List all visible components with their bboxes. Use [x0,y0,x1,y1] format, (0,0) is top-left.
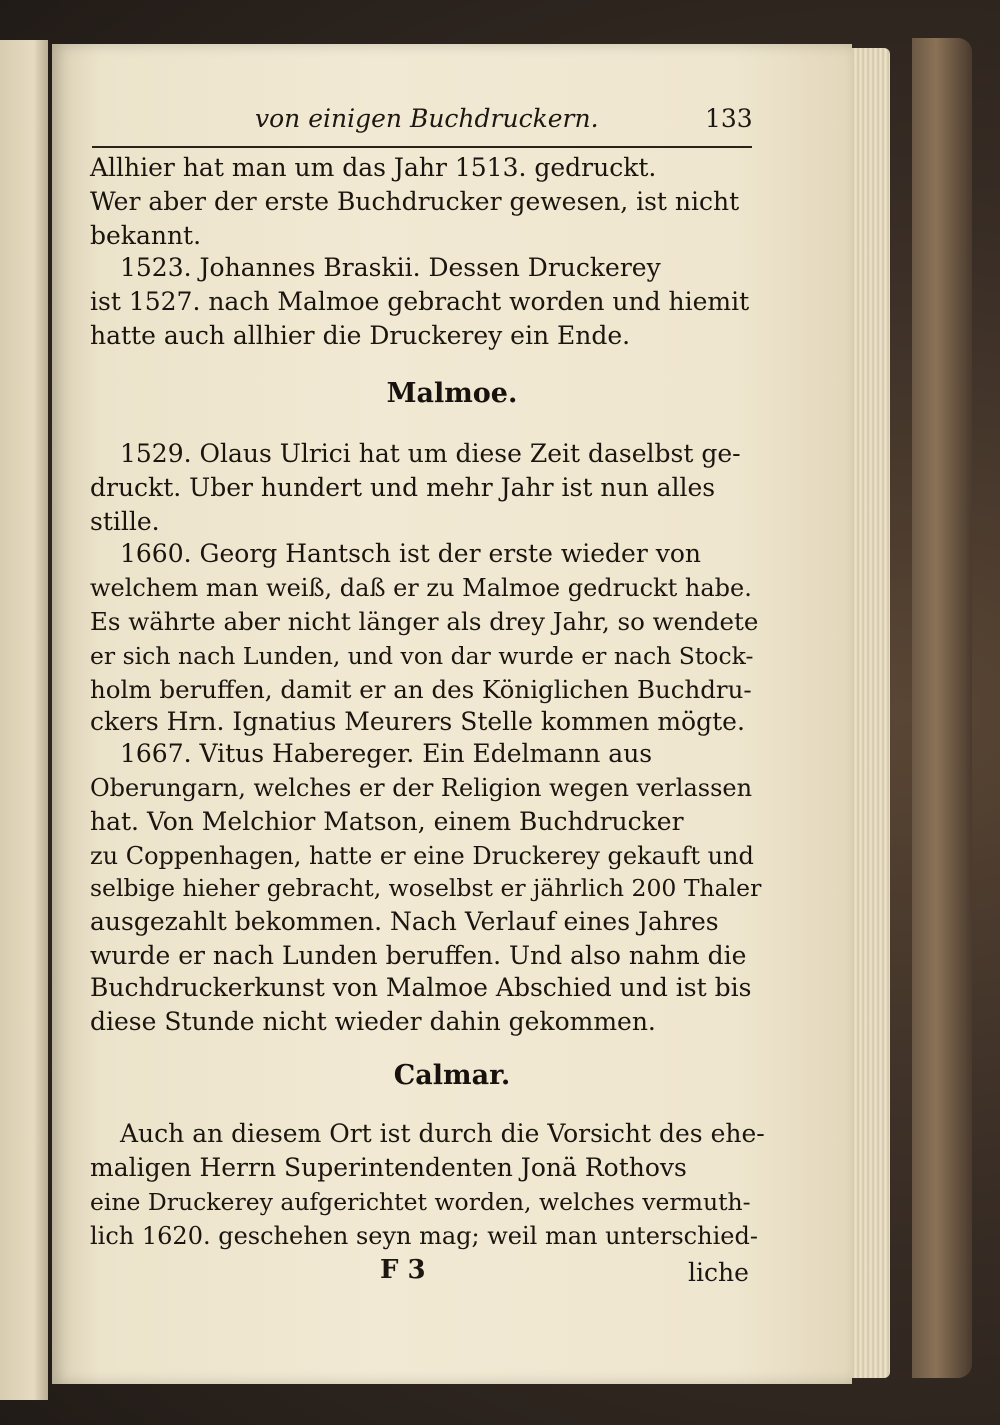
text-line: ist 1527. nach Malmoe gebracht worden und hiemit [90,287,750,316]
text-line: Oberungarn, welches er der Religion wegen verlassen [90,774,753,802]
text-line: 1660. Georg Hantsch ist der erste wieder von [120,539,702,568]
text-line: 1523. Johannes Braskii. Dessen Druckerey [120,253,661,282]
text-line: Es währte aber nicht länger als drey Jahr, so wendete [90,607,759,636]
text-line: zu Coppenhagen, hatte er eine Druckerey gekauft und [90,842,754,870]
text-line: wurde er nach Lunden beruffen. Und also nahm die [90,941,747,970]
text-line: maligen Herrn Superintendenten Jonä Rothovs [90,1153,687,1182]
text-line: Auch an diesem Ort ist durch die Vorsicht des ehe- [120,1119,765,1148]
text-line: 1667. Vitus Habereger. Ein Edelmann aus [120,739,653,768]
page-number: 133 [705,104,753,133]
text-line: diese Stunde nicht wieder dahin gekommen. [90,1007,656,1036]
text-line: selbige hieher gebracht, woselbst er jährlich 200 Thaler [90,874,762,902]
text-line: er sich nach Lunden, und von dar wurde er nach Stock- [90,642,754,670]
book-spine-edge [912,38,972,1378]
text-line: Allhier hat man um das Jahr 1513. gedruckt. [90,153,657,182]
text-line: holm beruffen, damit er an des Königlichen Buchdru- [90,675,752,704]
text-line: stille. [90,507,160,536]
section-heading-malmoe: Malmoe. [386,378,518,409]
header-rule [92,146,752,148]
catchword: liche [688,1258,749,1287]
text-line: eine Druckerey aufgerichtet worden, welches vermuth- [90,1188,751,1216]
text-line: Buchdruckerkunst von Malmoe Abschied und ist bis [90,973,752,1002]
previous-page-edge [0,40,48,1400]
text-line: druckt. Uber hundert und mehr Jahr ist nun alles [90,473,716,502]
text-line: ckers Hrn. Ignatius Meurers Stelle kommen mögte. [90,707,745,736]
text-line: Wer aber der erste Buchdrucker gewesen, ist nicht [90,187,740,216]
signature-mark: F 3 [380,1255,426,1285]
section-heading-calmar: Calmar. [393,1060,511,1091]
text-line: welchem man weiß, daß er zu Malmoe gedruckt habe. [90,574,752,602]
running-title: von einigen Buchdruckern. [255,104,599,133]
text-line: 1529. Olaus Ulrici hat um diese Zeit daselbst ge- [120,439,741,468]
text-line: lich 1620. geschehen seyn mag; weil man unterschied- [90,1222,758,1250]
text-line: ausgezahlt bekommen. Nach Verlauf eines Jahres [90,907,719,936]
text-line: bekannt. [90,221,202,250]
text-line: hatte auch allhier die Druckerey ein Ende. [90,321,631,350]
text-line: hat. Von Melchior Matson, einem Buchdrucker [90,807,684,836]
